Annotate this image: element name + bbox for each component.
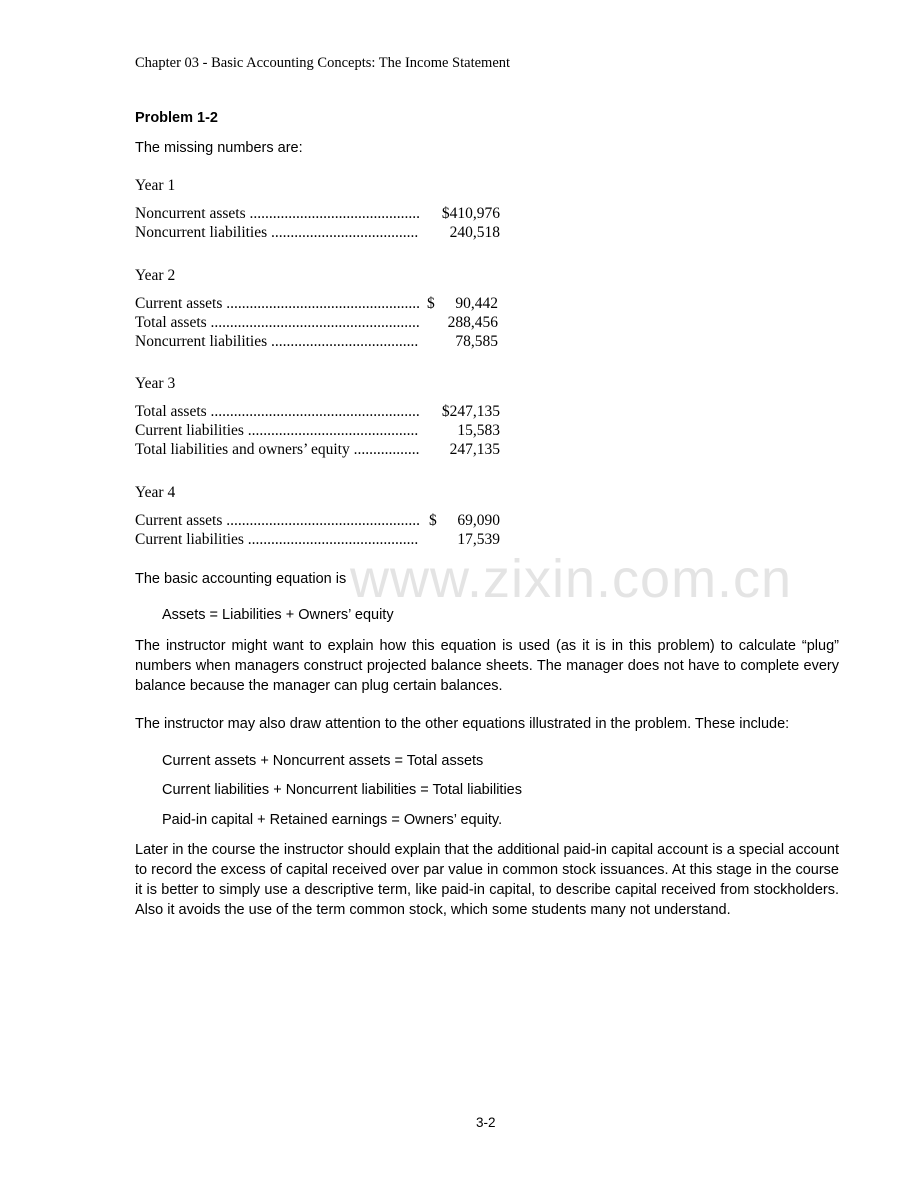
year-label: Year 1 xyxy=(135,177,176,194)
row-currency: $ xyxy=(429,512,437,529)
row-label: Noncurrent assets ..... xyxy=(135,205,419,223)
table-row xyxy=(135,422,500,441)
table-row xyxy=(135,333,500,352)
accounting-equation: Assets = Liabilities + Owners’ equity xyxy=(162,607,394,623)
row-label: Current liabilities ..... xyxy=(135,422,419,440)
paragraph-paid-in-capital: Later in the course the instructor should explain that the additional paid-in capital account is a special account to record the excess of capital received over par value in common stock issuances. At this stage in the course it is better to simply use a descriptive term, like paid-in capital, to describe capital received from stockholders. Also it avoids the use of the term common stock, which some students many not understand. xyxy=(135,842,839,918)
table-row xyxy=(135,403,500,422)
row-label: Current assets ..... xyxy=(135,512,419,530)
row-value: 69,090 xyxy=(457,512,500,529)
year-label: Year 4 xyxy=(135,484,176,501)
table-row xyxy=(135,512,500,531)
table-row xyxy=(135,441,500,460)
equation-owners-equity: Paid-in capital + Retained earnings = Owners’ equity. xyxy=(162,812,503,828)
row-value: $410,976 xyxy=(441,205,500,222)
year-label: Year 2 xyxy=(135,267,176,284)
row-value: 90,442 xyxy=(455,295,498,312)
row-label: Noncurrent liabilities ..... xyxy=(135,224,419,242)
row-value: 15,583 xyxy=(457,422,500,439)
row-label: Current assets ..... xyxy=(135,295,419,313)
paragraph-other-equations: The instructor may also draw attention to the other equations illustrated in the problem. These include: xyxy=(135,716,790,732)
chapter-header: Chapter 03 - Basic Accounting Concepts: The Income Statement xyxy=(135,55,511,71)
row-label: Current liabilities ..... xyxy=(135,531,419,549)
row-value: 17,539 xyxy=(457,531,500,548)
equation-intro: The basic accounting equation is xyxy=(135,571,347,587)
page-number: 3-2 xyxy=(476,1115,496,1130)
watermark: www.zixin.com.cn xyxy=(350,549,793,609)
problem-title: Problem 1-2 xyxy=(135,110,218,126)
year-label: Year 3 xyxy=(135,375,176,392)
row-value: 247,135 xyxy=(449,441,500,458)
paragraph-plug-numbers: The instructor might want to explain how this equation is used (as it is in this problem) to calculate “plug” numbers when managers construct projected balance sheets. The manager does not have to complete every balance because the manager can plug certain balances. xyxy=(135,638,839,694)
table-row xyxy=(135,531,500,550)
row-value: 288,456 xyxy=(447,314,498,331)
equation-total-liabilities: Current liabilities + Noncurrent liabilities = Total liabilities xyxy=(162,782,522,798)
row-value: 78,585 xyxy=(455,333,498,350)
table-row xyxy=(135,224,500,243)
row-label: Total assets ..... xyxy=(135,403,419,421)
equation-total-assets: Current assets + Noncurrent assets = Total assets xyxy=(162,753,484,769)
row-label: Total assets ..... xyxy=(135,314,419,332)
row-value: 240,518 xyxy=(449,224,500,241)
row-label: Noncurrent liabilities ..... xyxy=(135,333,419,351)
row-currency: $ xyxy=(427,295,435,312)
intro-text: The missing numbers are: xyxy=(135,140,303,156)
row-label: Total liabilities and owners’ equity ..... xyxy=(135,441,419,459)
table-row xyxy=(135,314,500,333)
table-row xyxy=(135,205,500,224)
table-row xyxy=(135,295,500,314)
row-value: $247,135 xyxy=(441,403,500,420)
